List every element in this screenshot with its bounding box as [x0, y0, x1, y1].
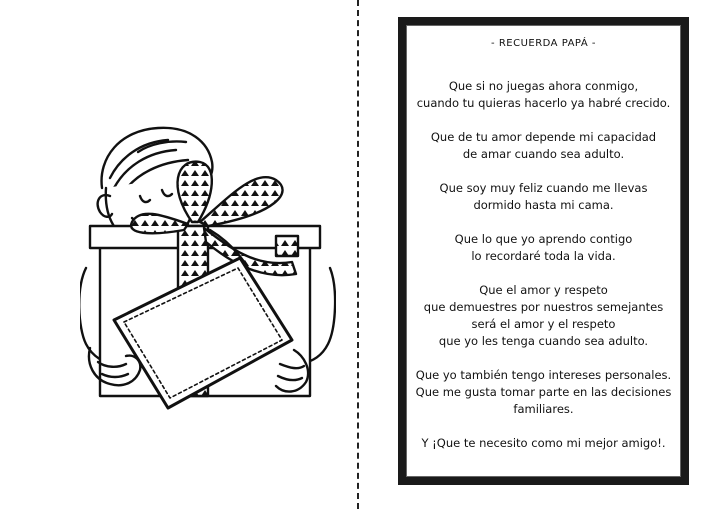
poem-line: familiares. — [513, 402, 574, 416]
poem-line: cuando tu quieras hacerlo ya habré crecido. — [416, 96, 671, 110]
poem-line: Que el amor y respeto — [479, 283, 608, 297]
poem-line: Que lo que yo aprendo contigo — [454, 232, 633, 246]
poem-line: Que me gusta tomar parte en las decisiones — [415, 385, 672, 399]
poem-line: que demuestres por nuestros semejantes — [423, 300, 664, 314]
fold-line — [357, 0, 359, 509]
child-with-gift-illustration — [80, 118, 336, 430]
poem-line: de amar cuando sea adulto. — [462, 147, 625, 161]
poem-line: Y ¡Que te necesito como mi mejor amigo!. — [421, 436, 666, 450]
poem-line: Que de tu amor depende mi capacidad — [430, 130, 657, 144]
stanza — [412, 180, 675, 214]
poem-line: Que yo también tengo intereses personales. — [415, 368, 672, 382]
stanza — [412, 231, 675, 265]
poem-card — [398, 17, 689, 485]
stanza — [412, 282, 675, 350]
poem-line: Que soy muy feliz cuando me llevas — [439, 181, 648, 195]
stanza — [412, 129, 675, 163]
stanza — [412, 435, 675, 452]
stanza — [412, 367, 675, 418]
poem-line: Que si no juegas ahora conmigo, — [448, 79, 639, 93]
poem-body — [406, 25, 681, 477]
poem-line: lo recordaré toda la vida. — [471, 249, 616, 263]
poem-line: dormido hasta mi cama. — [473, 198, 614, 212]
poem-title: - RECUERDA PAPÁ - — [491, 38, 596, 49]
poem-stanzas — [412, 78, 675, 452]
poem-line: que yo les tenga cuando sea adulto. — [438, 334, 649, 348]
stanza — [412, 78, 675, 112]
poem-line: será el amor y el respeto — [471, 317, 616, 331]
